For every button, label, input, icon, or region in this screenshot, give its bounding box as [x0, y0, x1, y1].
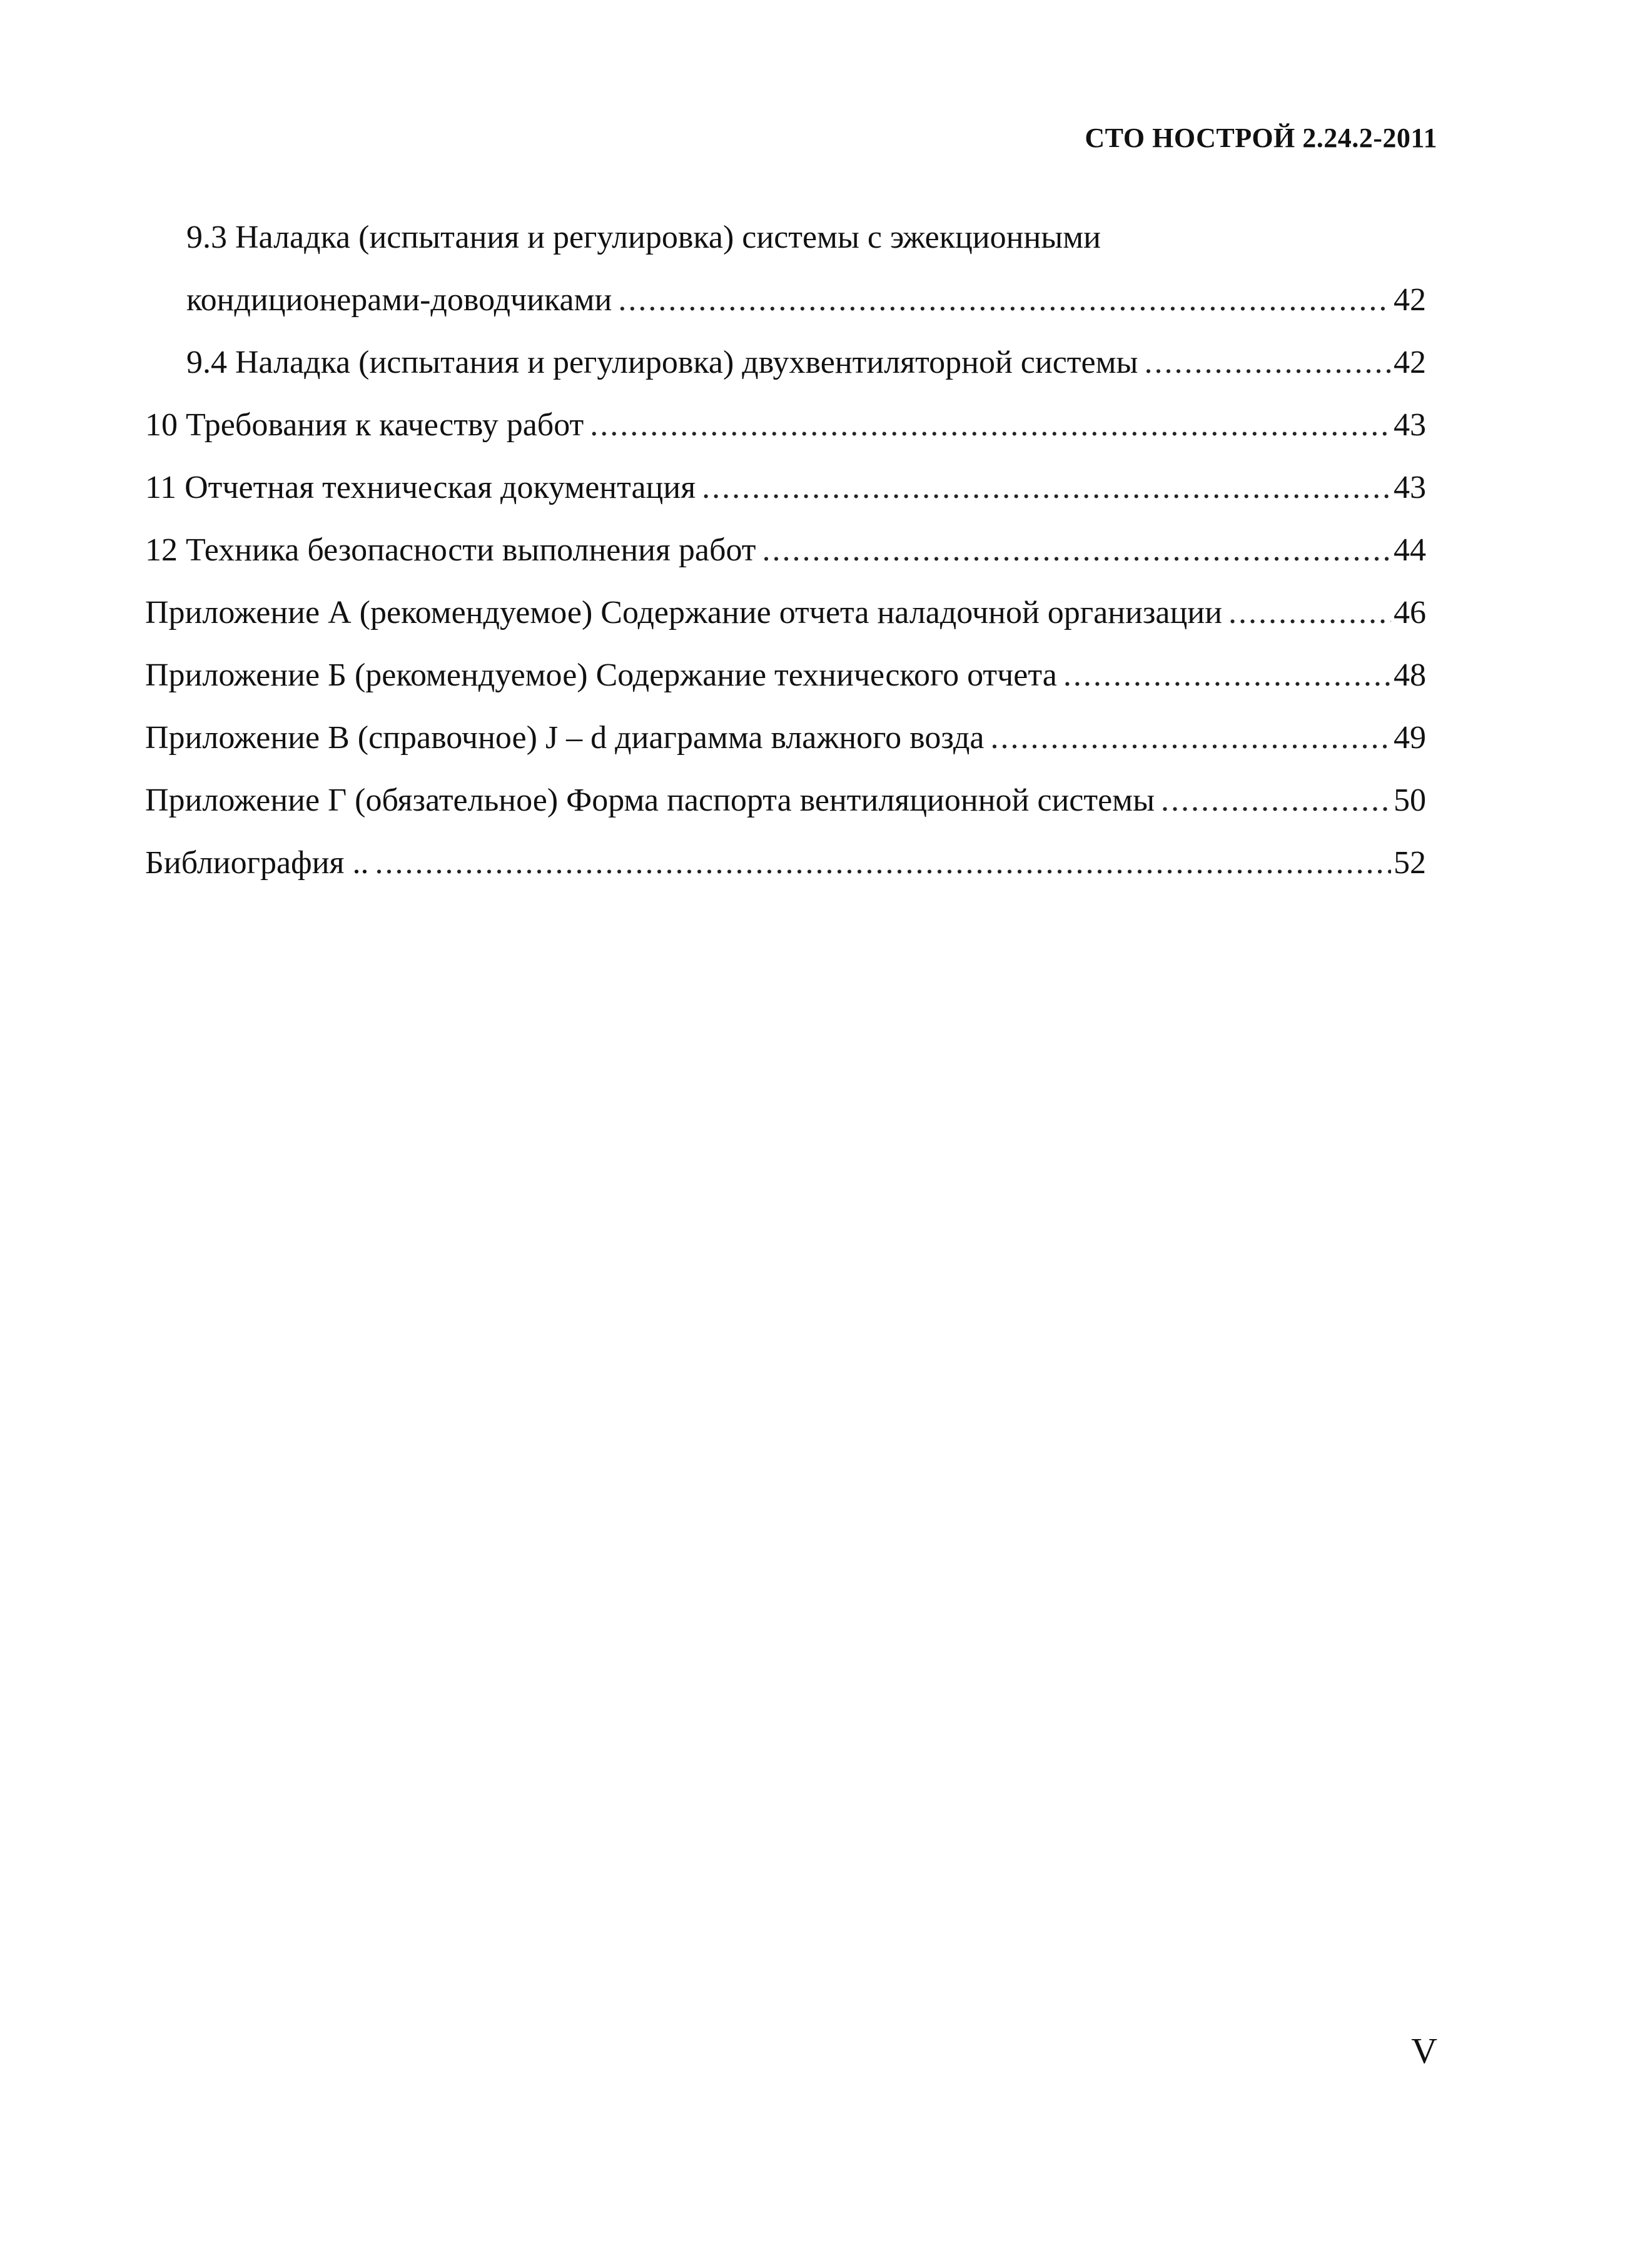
toc-page-number: 49	[1394, 720, 1426, 756]
toc-entry-title: 9.4 Наладка (испытания и регулировка) двухвентиляторной системы	[186, 345, 1138, 380]
toc-entry-bibliography[interactable]	[145, 832, 1426, 894]
toc-dot-leader	[590, 394, 1391, 457]
toc-dot-leader	[375, 832, 1391, 894]
toc-page-number: 42	[1394, 345, 1426, 380]
toc-entry-9-3-continued[interactable]	[145, 269, 1426, 332]
toc-entry-title: Приложение В (справочное) J – d диаграмма влажного возда	[145, 720, 985, 756]
toc-entry-title: Библиография ..	[145, 845, 369, 881]
toc-page-number: 43	[1394, 470, 1426, 505]
toc-page-number: 48	[1394, 657, 1426, 693]
toc-dot-leader	[702, 457, 1391, 519]
toc-entry-9-4[interactable]	[145, 332, 1426, 394]
toc-dot-leader	[1161, 769, 1391, 832]
toc-entry-title: 11 Отчетная техническая документация	[145, 470, 696, 505]
toc-entry-title: Приложение А (рекомендуемое) Содержание отчета наладочной организации	[145, 595, 1222, 630]
toc-page-number: 52	[1394, 845, 1426, 881]
toc-dot-leader	[1144, 332, 1391, 394]
toc-page-number: 46	[1394, 595, 1426, 630]
toc-dot-leader	[1228, 582, 1391, 644]
toc-entry-appendix-v[interactable]	[145, 707, 1426, 769]
toc-dot-leader	[991, 707, 1391, 769]
toc-entry-title: 9.3 Наладка (испытания и регулировка) системы с эжекционными	[186, 220, 1101, 255]
toc-entry-11[interactable]	[145, 457, 1426, 519]
document-id-header: СТО НОСТРОЙ 2.24.2-2011	[1085, 123, 1437, 153]
table-of-contents	[145, 206, 1426, 894]
toc-dot-leader	[618, 269, 1391, 332]
toc-entry-title: Приложение Г (обязательное) Форма паспорта вентиляционной системы	[145, 782, 1155, 818]
toc-entry-title: 12 Техника безопасности выполнения работ	[145, 532, 756, 568]
toc-entry-appendix-a[interactable]	[145, 582, 1426, 644]
toc-entry-appendix-b[interactable]	[145, 644, 1426, 707]
page-number-footer: V	[1411, 2030, 1437, 2071]
toc-page-number: 50	[1394, 782, 1426, 818]
toc-dot-leader	[762, 519, 1392, 582]
toc-entry-10[interactable]	[145, 394, 1426, 457]
toc-page-number: 42	[1394, 282, 1426, 318]
toc-page-number: 44	[1394, 532, 1426, 568]
toc-entry-12[interactable]	[145, 519, 1426, 582]
toc-dot-leader	[1063, 644, 1391, 707]
toc-entry-appendix-g[interactable]	[145, 769, 1426, 832]
toc-entry-title: кондиционерами-доводчиками	[186, 282, 612, 318]
toc-entry-title: 10 Требования к качеству работ	[145, 407, 584, 443]
toc-entry-9-3[interactable]	[145, 206, 1426, 269]
toc-page-number: 43	[1394, 407, 1426, 443]
toc-entry-title: Приложение Б (рекомендуемое) Содержание технического отчета	[145, 657, 1057, 693]
